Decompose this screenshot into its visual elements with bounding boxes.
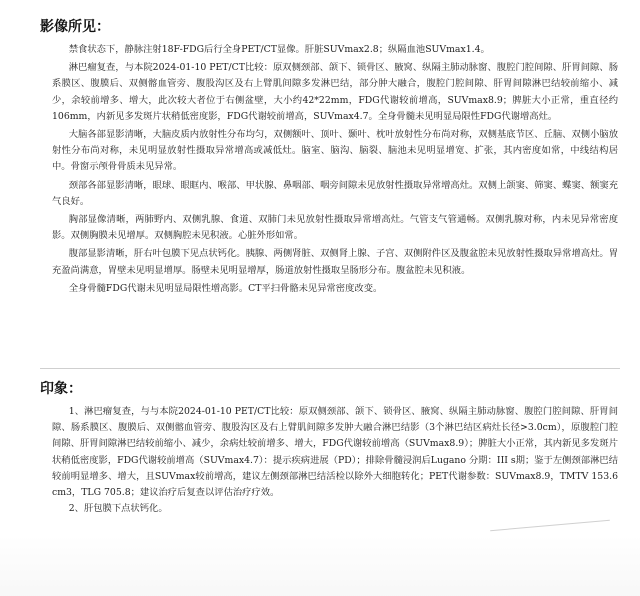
- findings-paragraph: 颈部各部显影清晰，眼球、眼眶内、喉部、甲状腺、鼻咽部、咽旁间隙未见放射性摄取异常增高灶。双侧上颌窦、筛窦、蝶窦、额窦充气良好。: [52, 179, 618, 207]
- impression-paragraph: 2、肝包膜下点状钙化。: [68, 503, 168, 515]
- findings-paragraph: 淋巴瘤复查，与本院2024-01-10 PET/CT比较：原双侧颈部、颌下、锁骨区、腋窝、纵隔主肺动脉窗、腹腔门腔间隙、肝胃间隙、肠系膜区、腹膜后、双侧髂血管旁、腹股沟区及右上臂肌间隙多发淋巴结，部分肿大融合，腹腔门腔间隙、肝胃间隙淋巴结较前缩小、减少，余较前增多、增大，此次较大者位于右侧盆壁，大小约42*22mm，FDG代谢较前增高，SUVmax8.9；脾脏大小正常，重直径约106mm，内新见多发斑片状稍低密度影，FDG代谢较前增高，SUVmax4.7。全身骨髓未见明显局限性FDG代谢增高灶。: [52, 62, 618, 122]
- findings-paragraph: 全身骨髓FDG代谢未见明显局限性增高影。CT平扫骨骼未见异常密度改变。: [68, 282, 383, 294]
- findings-paragraph: 腹部显影清晰，肝右叶包膜下见点状钙化。胰腺、两侧肾脏、双侧肾上腺、子宫、双侧附件区及腹盆腔未见放射性摄取异常增高灶。胃充盈尚满意，胃壁未见明显增厚。肠壁未见明显增厚，肠道放射性摄取呈肠形分布。腹盆腔未见积液。: [52, 248, 618, 276]
- paper-crease-line: [490, 520, 610, 531]
- impression-paragraph: 1、淋巴瘤复查，与与本院2024-01-10 PET/CT比较：原双侧颈部、颌下、锁骨区、腋窝、纵隔主肺动脉窗、腹腔门腔间隙、肝胃间隙、肠系膜区、腹膜后、双侧髂血管旁、腹股沟区及右上臂肌间隙多发肿大融合淋巴结影（3个淋巴结区病灶长径>3.0cm），原腹腔门腔间隙、肝胃间隙淋巴结较前缩小、减少，余病灶较前增多、增大，FDG代谢较前增高（SUVmax8.9）；脾脏大小正常，其内新见多发斑片状稍低密度影，FDG代谢较前增高（SUVmax4.7）：提示疾病进展（PD）；排除骨髓浸润后Lugano 分期：III s期；鉴于左侧颈部淋巴结较前明显增多、增大，且SUVmax较前增高，建议左侧颈部淋巴结活检以除外大细胞转化；PET代谢参数：SUVmax8.9，TMTV 153.6 cm3，TLG 705.8；建议治疗后复查以评估治疗疗效。: [52, 406, 618, 499]
- findings-paragraph: 大脑各部显影清晰，大脑皮质内放射性分布均匀，双侧额叶、顶叶、颞叶、枕叶放射性分布尚对称，双侧基底节区、丘脑、双侧小脑放射性分布尚对称，未见明显放射性摄取异常增高或减低灶。脑室、脑沟、脑裂、脑池未见明显增宽、扩张，其内密度如常，中线结构居中。骨窗示颅骨骨质未见异常。: [52, 129, 618, 173]
- page-bottom-shadow: [0, 536, 640, 596]
- section-divider: [40, 368, 620, 369]
- findings-paragraph: 禁食状态下，静脉注射18F-FDG后行全身PET/CT显像。肝脏SUVmax2.8；纵隔血池SUVmax1.4。: [68, 44, 490, 55]
- findings-body: [52, 42, 618, 299]
- impression-heading: 印象：: [40, 381, 82, 397]
- findings-paragraph: 胸部显像清晰，两肺野内、双侧乳腺、食道、双肺门未见放射性摄取异常增高灶。气管支气管通畅。双侧乳腺对称，内未见异常密度影。双侧胸膜未见增厚。双侧胸腔未见积液。心脏外形如常。: [52, 214, 618, 242]
- impression-body: [52, 404, 618, 517]
- findings-heading: 影像所见：: [40, 19, 110, 35]
